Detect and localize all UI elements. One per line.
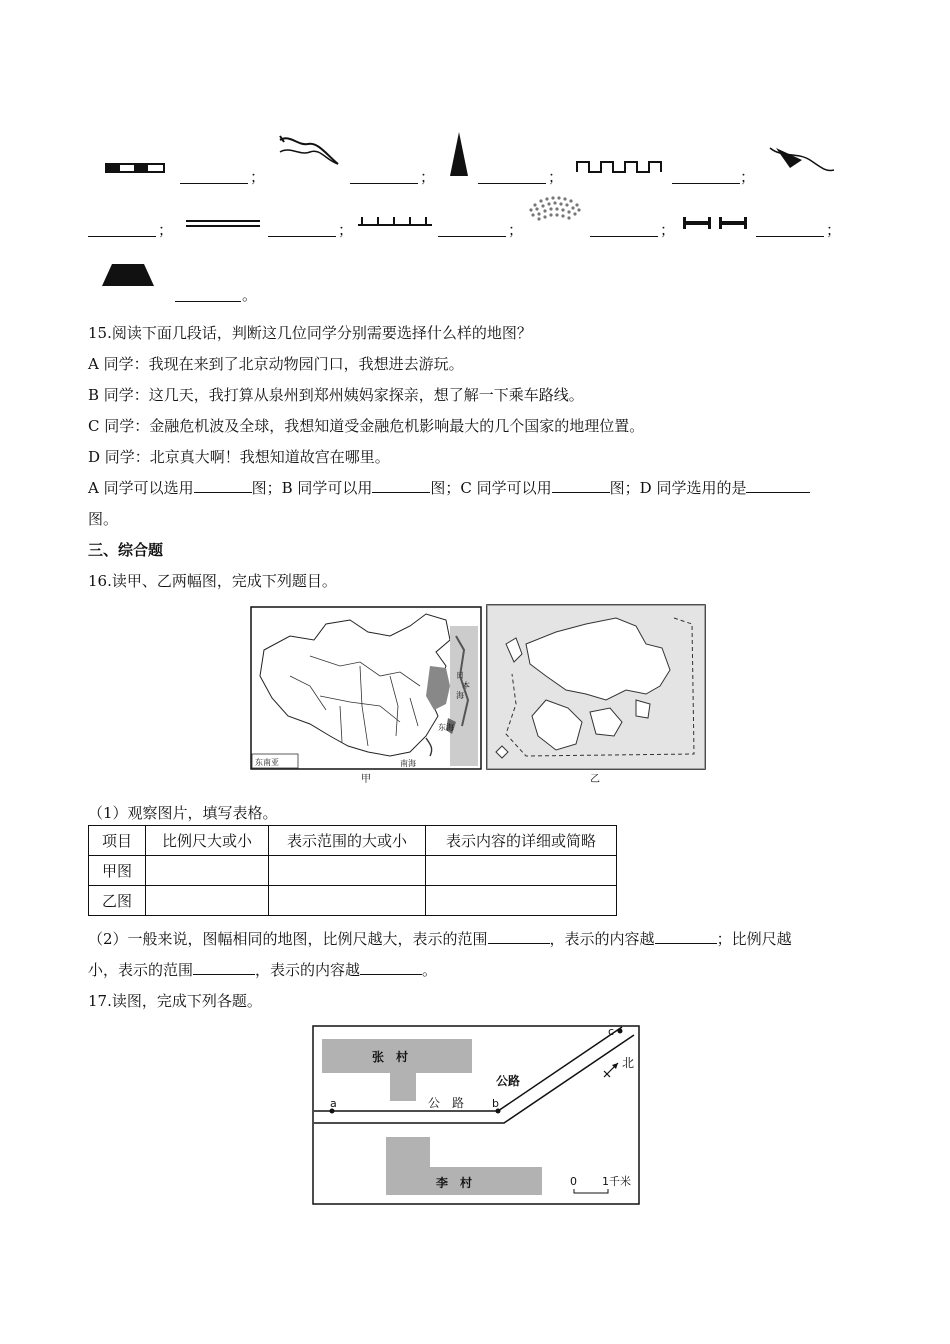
svg-text:海: 海 (446, 723, 454, 732)
separator: ； (158, 221, 174, 239)
separator: ； (338, 221, 354, 239)
q16-sub2-line1: （2）一般来说，图幅相同的地图，比例尺越大，表示的范围 ，表示的内容越 ；比例尺越 (88, 930, 792, 948)
q15-ans-b: 图；B 同学可以用 (251, 479, 373, 497)
q15-ans-c: 图；C 同学可以用 (430, 479, 552, 497)
symbol-bridge (682, 216, 750, 234)
svg-text:南海: 南海 (400, 759, 416, 768)
symbol-peak (448, 130, 470, 182)
table-cell[interactable] (146, 886, 269, 916)
scale-one-km: 1千米 (602, 1175, 631, 1188)
q15-answer-line (88, 477, 810, 498)
separator: ； (660, 221, 676, 239)
symbol-railway (105, 160, 165, 178)
q16-sub1: （1）观察图片，填写表格。 (88, 804, 278, 822)
q15-ans-end: 图。 (88, 510, 119, 528)
village-zhang-label: 张 村 (372, 1050, 409, 1064)
village-li-label: 李 村 (436, 1176, 473, 1190)
point-c-label: c (608, 1025, 615, 1038)
q15-a: A 同学：我现在来到了北京动物园门口，我想进去游玩。 (88, 355, 464, 373)
q17-title: 17.读图，完成下列各题。 (88, 992, 262, 1010)
point-a-label: a (330, 1097, 337, 1110)
q15-title: 15.阅读下面几段话，判断这几位同学分别需要选择什么样的地图？ (88, 324, 532, 342)
map-hongkong (486, 604, 706, 770)
separator: ； (250, 168, 266, 186)
table-cell[interactable] (426, 856, 617, 886)
period: 。 (242, 286, 258, 304)
table-header: 表示内容的详细或简略 (426, 826, 617, 856)
separator: ； (508, 221, 524, 239)
q16-sub2-line2: 小，表示的范围 ，表示的内容越 。 (88, 961, 438, 979)
q15-c: C 同学：金融危机波及全球，我想知道受金融危机影响最大的几个国家的地理位置。 (88, 417, 645, 435)
table-row (89, 856, 617, 886)
q15-ans-d: 图；D 同学选用的是 (609, 479, 747, 497)
svg-text:本: 本 (462, 681, 470, 690)
table-header: 项目 (89, 826, 146, 856)
road-label-1: 公 路 (428, 1096, 465, 1110)
table-row (89, 886, 617, 916)
separator: ； (548, 168, 564, 186)
q16-table (88, 825, 617, 916)
symbol-desert (525, 193, 585, 229)
table-header-row (89, 826, 617, 856)
map-a-corner-label: 东南亚 (255, 758, 279, 767)
table-cell[interactable] (269, 856, 426, 886)
q15-ans-a: A 同学可以选用 (88, 479, 194, 497)
table-row-label: 乙图 (89, 886, 146, 916)
q15-b: B 同学：这几天，我打算从泉州到郑州姨妈家探亲，想了解一下乘车路线。 (88, 386, 584, 404)
svg-text:海: 海 (456, 691, 464, 700)
symbol-river (278, 132, 340, 172)
table-header: 表示范围的大或小 (269, 826, 426, 856)
road-label-2: 公路 (496, 1074, 521, 1088)
table-header: 比例尺大或小 (146, 826, 269, 856)
q16-title: 16.读甲、乙两幅图，完成下列题目。 (88, 572, 337, 590)
separator: ； (740, 168, 756, 186)
table-cell[interactable] (426, 886, 617, 916)
symbol-boundary (358, 214, 432, 232)
svg-text:日: 日 (456, 671, 464, 680)
map-a-label: 甲 (361, 774, 371, 785)
north-label: 北 (622, 1056, 635, 1070)
scale-zero: 0 (570, 1175, 577, 1188)
village-map (312, 1025, 640, 1205)
symbol-river-source (768, 142, 836, 180)
symbol-double-line (186, 215, 260, 233)
table-cell[interactable] (269, 886, 426, 916)
map-china (250, 606, 482, 770)
separator: ； (420, 168, 436, 186)
section-title: 三、综合题 (88, 541, 164, 559)
point-b-label: b (492, 1097, 499, 1110)
q15-d: D 同学：北京真大啊！我想知道故宫在哪里。 (88, 448, 390, 466)
table-cell[interactable] (146, 856, 269, 886)
svg-text:东: 东 (438, 723, 446, 732)
symbol-great-wall (575, 156, 663, 180)
map-b-label: 乙 (590, 774, 600, 785)
symbol-tunnel (100, 262, 156, 292)
separator: ； (826, 221, 842, 239)
table-row-label: 甲图 (89, 856, 146, 886)
